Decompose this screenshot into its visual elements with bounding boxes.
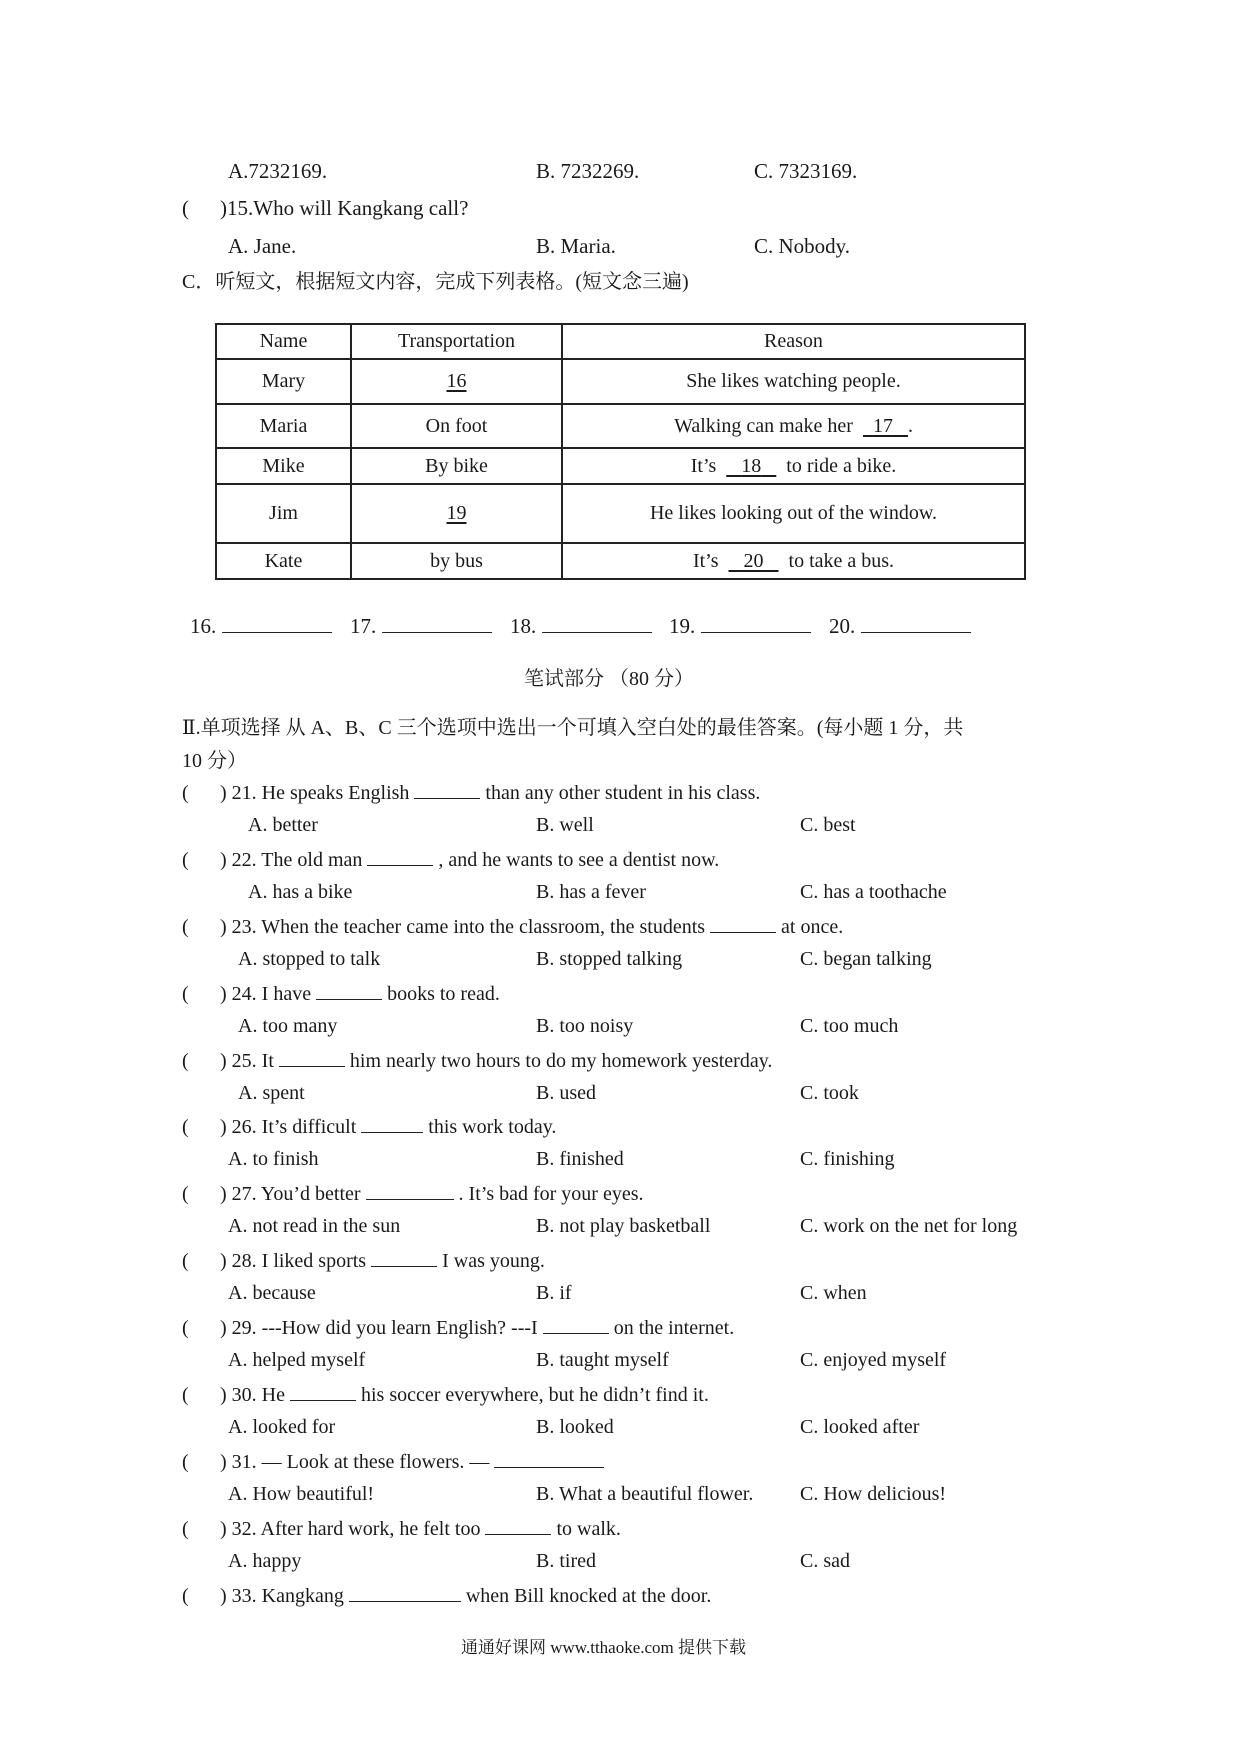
question-stem	[182, 979, 500, 1008]
question-stem	[182, 1179, 644, 1208]
row-reason: She likes watching people.	[562, 359, 1025, 404]
q15-paren: (	[182, 196, 189, 220]
question-stem	[182, 1112, 556, 1141]
answer-blank-19: 19.	[669, 611, 811, 641]
question-stem	[182, 778, 760, 807]
row-reason: It’s 20 to take a bus.	[562, 543, 1025, 579]
question-stem	[182, 912, 843, 941]
table-row	[216, 359, 1025, 404]
row-transport	[351, 359, 562, 404]
answer-blank-18: 18.	[510, 611, 652, 641]
question-text-tail: . It’s bad for your eyes.	[458, 1183, 644, 1205]
question-text: ) 21. He speaks English	[220, 782, 410, 804]
question-text: ) 28. I liked sports	[220, 1250, 367, 1272]
q15-text: )15.Who will Kangkang call?	[220, 196, 469, 220]
question-stem	[182, 1246, 545, 1275]
question-text: ) 24. I have	[220, 983, 312, 1005]
question-text: ) 26. It’s difficult	[220, 1116, 357, 1138]
row-name: Jim	[216, 484, 351, 543]
table-row	[216, 448, 1025, 484]
option-a: A. stopped to talk	[238, 948, 381, 970]
answer-paren: (	[182, 916, 189, 938]
option-c: C. began talking	[800, 948, 932, 970]
option-a: A. because	[228, 1282, 316, 1304]
question-text-tail: , and he wants to see a dentist now.	[438, 849, 720, 871]
question-stem	[182, 845, 719, 874]
option-b: B. used	[536, 1082, 596, 1104]
option-b: B. taught myself	[536, 1349, 669, 1371]
fill-blank	[349, 1581, 461, 1602]
fill-blank	[366, 1179, 454, 1200]
row-transport	[351, 484, 562, 543]
blank-19: 19	[446, 502, 467, 524]
question-text: ) 32. After hard work, he felt too	[220, 1518, 481, 1540]
fill-blank	[290, 1380, 356, 1401]
option-a: A. How beautiful!	[228, 1483, 375, 1505]
question-text: ) 22. The old man	[220, 849, 363, 871]
question-text: ) 23. When the teacher came into the classroom, the students	[220, 916, 706, 938]
question-text-tail: on the internet.	[613, 1317, 735, 1339]
option-c: C. took	[800, 1082, 859, 1104]
section2-instruction-line2: 10 分）	[182, 750, 247, 772]
option-b: B. has a fever	[536, 881, 646, 903]
header-name: Name	[216, 324, 351, 359]
row-reason: It’s 18 to ride a bike.	[562, 448, 1025, 484]
option-b: B. stopped talking	[536, 948, 683, 970]
question-text: ) 33. Kangkang	[220, 1585, 344, 1607]
answer-paren: (	[182, 1317, 189, 1339]
answer-paren: (	[182, 1451, 189, 1473]
answer-paren: (	[182, 849, 189, 871]
option-a: A. not read in the sun	[228, 1215, 401, 1237]
option-c: C. when	[800, 1282, 867, 1304]
table-row	[216, 543, 1025, 579]
option-b: B. What a beautiful flower.	[536, 1483, 754, 1505]
part-c-instruction: C．听短文，根据短文内容，完成下列表格。(短文念三遍)	[182, 271, 689, 293]
option-c: C. How delicious!	[800, 1483, 947, 1505]
question-text: ) 27. You’d better	[220, 1183, 361, 1205]
page-footer: 通通好课网 www.tthaoke.com 提供下载	[461, 1638, 747, 1657]
option-c: C. finishing	[800, 1148, 895, 1170]
answer-blank-17: 17.	[350, 611, 492, 641]
answer-paren: (	[182, 1518, 189, 1540]
option-c: C. sad	[800, 1550, 850, 1572]
blank-20: 20	[743, 549, 764, 572]
answer-paren: (	[182, 983, 189, 1005]
option-b: B. not play basketball	[536, 1215, 711, 1237]
row-reason: He likes looking out of the window.	[562, 484, 1025, 543]
question-text-tail: when Bill knocked at the door.	[465, 1585, 712, 1607]
row-transport: by bus	[351, 543, 562, 579]
table-header-row	[216, 324, 1025, 359]
table-row	[216, 484, 1025, 543]
q14-option-b: B. 7232269.	[536, 159, 640, 183]
question-text-tail: to walk.	[556, 1518, 621, 1540]
question-stem	[182, 1447, 604, 1476]
option-c: C. best	[800, 814, 856, 836]
fill-blank	[710, 912, 776, 933]
question-text-tail: than any other student in his class.	[485, 782, 761, 804]
question-text-tail: his soccer everywhere, but he didn’t find it.	[360, 1384, 709, 1406]
header-reason: Reason	[562, 324, 1025, 359]
option-c: C. looked after	[800, 1416, 920, 1438]
fill-blank	[414, 778, 480, 799]
answer-blank-20: 20.	[829, 611, 971, 641]
option-b: B. too noisy	[536, 1015, 634, 1037]
fill-blank	[485, 1514, 551, 1535]
fill-blank	[371, 1246, 437, 1267]
header-transportation: Transportation	[351, 324, 562, 359]
option-c: C. work on the net for long	[800, 1215, 1018, 1237]
question-stem	[182, 1581, 711, 1610]
option-b: B. well	[536, 814, 594, 836]
row-name: Maria	[216, 404, 351, 448]
option-c: C. too much	[800, 1015, 899, 1037]
answer-paren: (	[182, 1585, 189, 1607]
answer-paren: (	[182, 1050, 189, 1072]
table-row	[216, 404, 1025, 448]
question-text-tail: this work today.	[428, 1116, 557, 1138]
option-c: C. has a toothache	[800, 881, 947, 903]
answer-paren: (	[182, 1183, 189, 1205]
option-b: B. if	[536, 1282, 572, 1304]
option-a: A. happy	[228, 1550, 302, 1572]
q15-stem	[182, 193, 468, 223]
fill-blank	[543, 1313, 609, 1334]
question-text: ) 29. ---How did you learn English? ---I	[220, 1317, 538, 1339]
question-stem	[182, 1046, 772, 1075]
option-c: C. enjoyed myself	[800, 1349, 947, 1371]
fill-blank	[494, 1447, 604, 1468]
blank-18: 18	[741, 454, 762, 477]
row-name: Mike	[216, 448, 351, 484]
blank-17: 17	[872, 414, 893, 437]
question-stem	[182, 1380, 709, 1409]
option-a: A. to finish	[228, 1148, 319, 1170]
question-text-tail: at once.	[781, 916, 844, 938]
listening-table	[215, 323, 1026, 580]
fill-blank	[367, 845, 433, 866]
q15-option-c: C. Nobody.	[754, 234, 851, 258]
row-name: Kate	[216, 543, 351, 579]
question-stem	[182, 1514, 621, 1543]
question-text-tail: I was young.	[442, 1250, 545, 1272]
answer-paren: (	[182, 1384, 189, 1406]
option-b: B. finished	[536, 1148, 624, 1170]
row-transport: On foot	[351, 404, 562, 448]
section2-instruction-line1: Ⅱ.单项选择 从 A、B、C 三个选项中选出一个可填入空白处的最佳答案。(每小题 1 分，共	[182, 717, 964, 739]
q15-option-b: B. Maria.	[536, 234, 616, 258]
option-a: A. has a bike	[248, 881, 353, 903]
option-a: A. too many	[238, 1015, 338, 1037]
option-a: A. looked for	[228, 1416, 336, 1438]
option-b: B. tired	[536, 1550, 596, 1572]
fill-blank	[316, 979, 382, 1000]
question-text: ) 30. He	[220, 1384, 285, 1406]
row-name: Mary	[216, 359, 351, 404]
answer-paren: (	[182, 1250, 189, 1272]
question-text: ) 25. It	[220, 1050, 274, 1072]
question-text-tail: books to read.	[387, 983, 500, 1005]
option-a: A. spent	[238, 1082, 305, 1104]
q15-option-a: A. Jane.	[228, 234, 297, 258]
option-a: A. helped myself	[228, 1349, 366, 1371]
fill-blank	[361, 1112, 423, 1133]
answer-blank-16: 16.	[190, 611, 332, 641]
row-transport: By bike	[351, 448, 562, 484]
blank-16: 16	[446, 370, 467, 392]
q14-option-a: A.7232169.	[228, 159, 328, 183]
written-section-title: 笔试部分 （80 分）	[524, 668, 694, 690]
option-a: A. better	[248, 814, 318, 836]
q14-option-c: C. 7323169.	[754, 159, 858, 183]
row-reason: Walking can make her 17 .	[562, 404, 1025, 448]
question-stem	[182, 1313, 734, 1342]
answer-paren: (	[182, 782, 189, 804]
option-b: B. looked	[536, 1416, 614, 1438]
question-text: ) 31. — Look at these flowers. —	[220, 1451, 490, 1473]
fill-blank	[279, 1046, 345, 1067]
question-text-tail: him nearly two hours to do my homework yesterday.	[349, 1050, 773, 1072]
answer-paren: (	[182, 1116, 189, 1138]
